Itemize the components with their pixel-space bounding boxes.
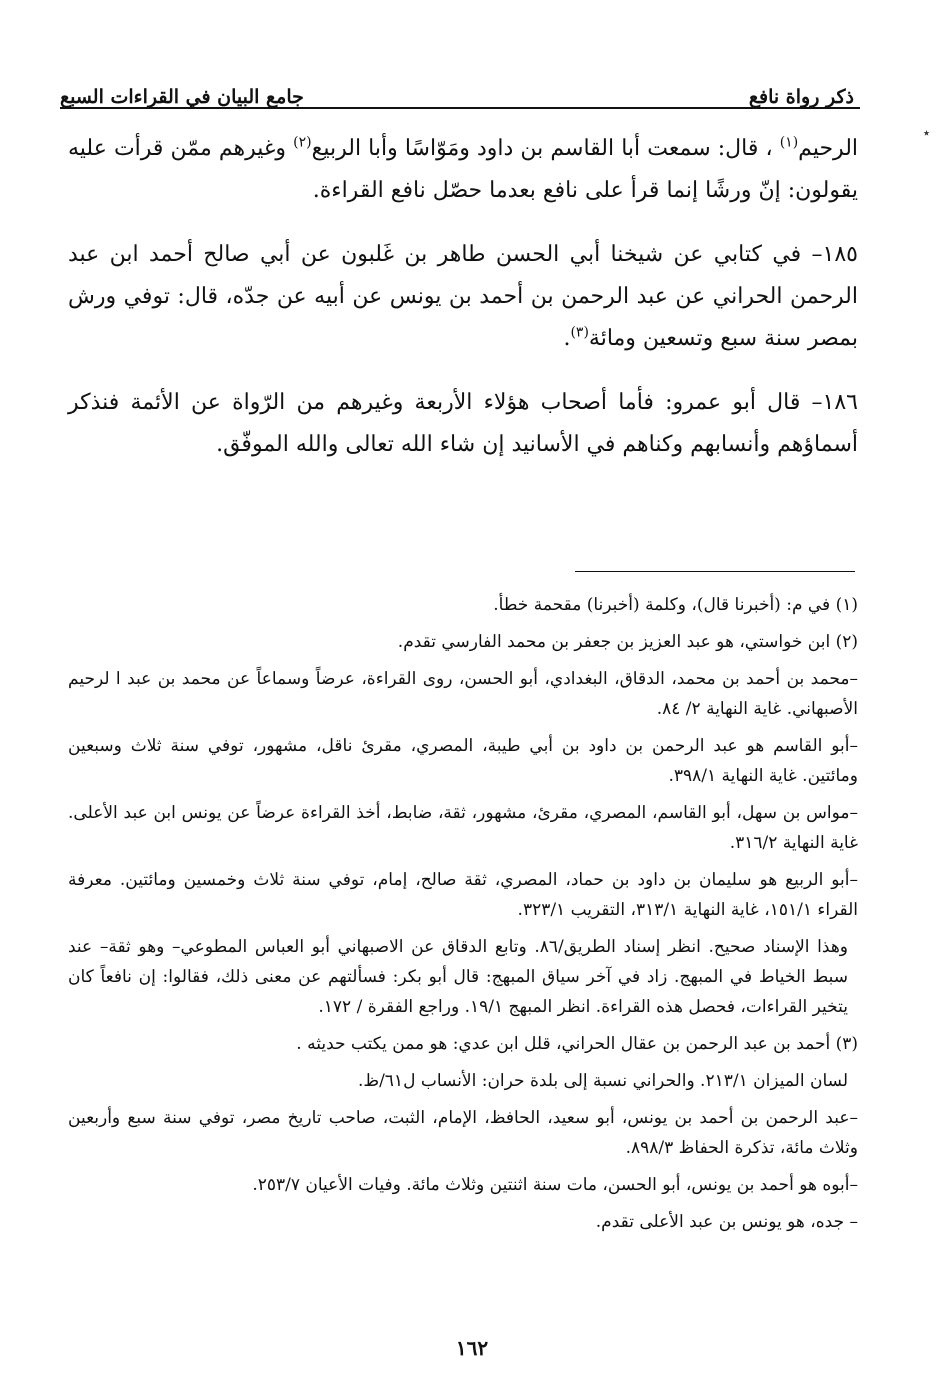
text-run: ، قال: سمعت أبا القاسم بن داود ومَوّاسًا وأبا الربيع (311, 136, 780, 161)
book-title: جامع البيان في القراءات السبع (60, 86, 304, 108)
footnote-separator (575, 571, 855, 572)
footnote-ref-1: (١) (779, 134, 799, 151)
header-rule (60, 107, 860, 109)
main-text (68, 128, 858, 488)
footnote-entry: –أبوه هو أحمد بن يونس، أبو الحسن، مات سنة اثنتين وثلاث مائة. وفيات الأعيان ٢٥٣/٧. (252, 1175, 858, 1195)
footnote-entry: –عبد الرحمن بن أحمد بن يونس، أبو سعيد، الحافظ، الإمام، الثبت، صاحب تاريخ مصر، توفي سنة سبع وأربعين وثلاث مائة، تذكرة الحفاظ ٨٩٨/٣. (68, 1108, 858, 1158)
text-run: وغيرهم ممّن قرأت عليه يقولون: إنّ ورشًا إنما قرأ على نافع بعدما حصّل نافع القراءة. (68, 136, 858, 203)
text-run: . (563, 326, 571, 351)
text-run: ١٨٥– في كتابي عن شيخنا أبي الحسن طاهر بن غَلبون عن أبي صالح أحمد ابن عبد الرحمن الحراني عن عبد الرحمن بن أحمد بن يونس عن أبيه عن جدّه، قال: توفي ورش بمصر سنة سبع وتسعين ومائة (68, 242, 858, 351)
footnote-entry: –أبو القاسم هو عبد الرحمن بن داود بن أبي طيبة، المصري، مقرئ ناقل، مشهور، توفي سنة ثلاث وسبعين ومائتين. غاية النهاية ٣٩٨/١. (68, 736, 858, 786)
footnote-entry: –مواس بن سهل، أبو القاسم، المصري، مقرئ، مشهور، ثقة، ضابط، أخذ القراءة عرضاً عن يونس ابن عبد الأعلى. غاية النهاية ٣١٦/٢. (68, 803, 858, 853)
margin-mark: ٭ (923, 126, 931, 141)
footnote-entry: وهذا الإسناد صحيح. انظر إسناد الطريق/٨٦. وتابع الدقاق عن الاصبهاني أبو العباس المطوعي– وهو ثقة– عند سبط الخياط في المبهج. زاد في آخر سياق المبهج: قال أبو بكر: فسألتهم عن معنى ذلك، فقالوا: إن نافعاً كان يتخير القراءات، فحصل هذه القراءة. انظر المبهج ١٩/١. وراجع الفقرة / ١٧٢. (68, 937, 848, 1017)
footnote-entry: لسان الميزان ٢١٣/١. والحراني نسبة إلى بلدة حران: الأنساب ل٦١/ظ. (357, 1071, 848, 1091)
footnote-entry: – جده، هو يونس بن عبد الأعلى تقدم. (595, 1212, 858, 1232)
footnote-3: (٣) أحمد بن عبد الرحمن بن عقال الحراني، قلل ابن عدي: هو ممن يكتب حديثه . (296, 1034, 858, 1054)
footnote-ref-2: (٢) (293, 134, 312, 151)
footnote-2: (٢) ابن خواستي، هو عبد العزيز بن جعفر بن محمد الفارسي تقدم. (397, 632, 858, 652)
paragraph-continuation (68, 128, 858, 212)
footnote-ref-3: (٣) (570, 324, 589, 341)
footnote-entry: –أبو الربيع هو سليمان بن داود بن حماد، المصري، ثقة صالح، إمام، توفي سنة ثلاث وخمسين ومائتين. معرفة القراء ١٥١/١، غاية النهاية ٣١٣/١، التقريب ٣٢٣/١. (68, 870, 858, 920)
chapter-title: ذكر رواة نافع (748, 86, 854, 108)
text-run: الرحيم (798, 136, 859, 161)
paragraph-186: ١٨٦– قال أبو عمرو: فأما أصحاب هؤلاء الأربعة وغيرهم من الرّواة عن الأئمة فنذكر أسماؤهم وأنسابهم وكناهم في الأسانيد إن شاء الله تعالى والله الموفّق. (68, 390, 858, 457)
paragraph-185 (68, 234, 858, 360)
footnote-entry: –محمد بن أحمد بن محمد، الدقاق، البغدادي، أبو الحسن، روى القراءة، عرضاً وسماعاً عن محمد بن عبد ا لرحيم الأصبهاني. غاية النهاية ٢/ ٨٤. (68, 669, 858, 719)
page-number: ١٦٢ (455, 1336, 489, 1360)
footnote-1: (١) في م: (أخبرنا قال)، وكلمة (أخبرنا) مقحمة خطأ. (493, 595, 858, 615)
footnotes (68, 590, 858, 1244)
